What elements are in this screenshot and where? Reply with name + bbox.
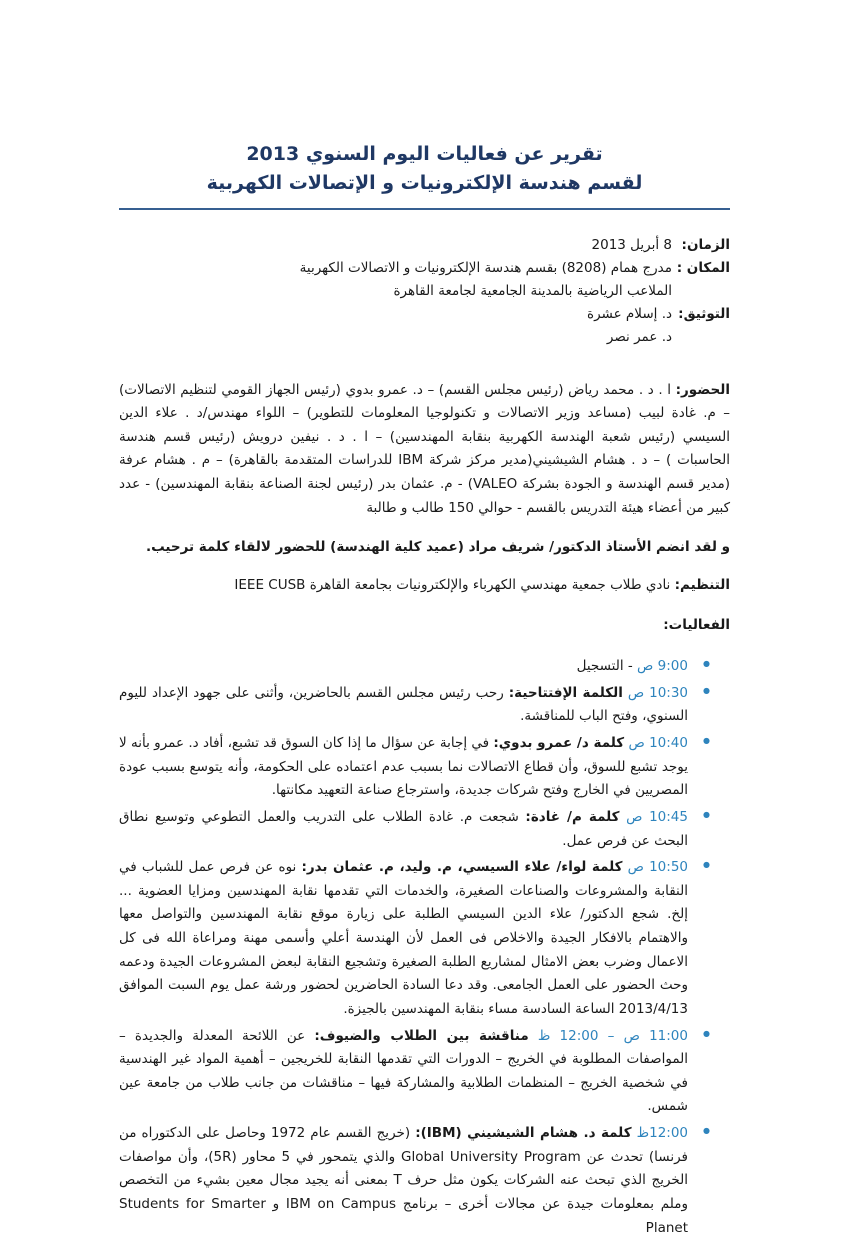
- activity-time: 10:40 ص: [628, 735, 688, 752]
- activity-title: كلمة لواء/ علاء السيسي، م. وليد، م. عثمان بدر:: [301, 859, 623, 876]
- title-line-1: تقرير عن فعاليات اليوم السنوي 2013: [246, 143, 603, 165]
- activity-item-amr-badawi-speech: [119, 732, 730, 803]
- activity-title: مناقشة بين الطلاب والضيوف:: [314, 1027, 529, 1044]
- welcome-note: و لقد انضم الأستاذ الدكتور/ شريف مراد (عميد كلية الهندسة) للحضور لالقاء كلمة ترحيب.: [145, 539, 730, 556]
- activity-title: كلمة م/ غادة:: [525, 808, 620, 825]
- activity-time: 10:45 ص: [626, 808, 688, 825]
- title-divider: [119, 208, 730, 210]
- meta-value-line: 8 أبريل 2013: [591, 236, 672, 253]
- organization-text: نادي طلاب جمعية مهندسي الكهرباء والإلكترونيات بجامعة القاهرة IEEE CUSB: [234, 577, 671, 594]
- activity-title: كلمة د/ عمرو بدوي:: [493, 735, 625, 752]
- meta-value-line: مدرج همام (8208) بقسم هندسة الإلكترونيات و الاتصالات الكهربية: [299, 259, 672, 276]
- meta-section: [119, 234, 730, 349]
- activity-text: عن اللائحة المعدلة والجديدة – المواصفات المطلوبة في الخريج – الدورات التي تقدمها النقابة للخريجين – أهمية المواد غير الهندسية في شخصية الخريج – المنظمات الطلابية والمشاركة فيها – مناقشات من جانب طلاب من جامعة عين شمس.: [119, 1027, 688, 1115]
- activity-text: رحب رئيس مجلس القسم بالحاضرين، وأثنى على جهود الإعداد لليوم السنوي، وفتح الباب للمناقشة.: [119, 684, 688, 725]
- activity-item-hisham-elshishiny-ibm-speech: [119, 1122, 730, 1240]
- meta-value-documentation: [119, 303, 672, 349]
- activity-time: 9:00 ص: [637, 658, 688, 675]
- activity-text: في إجابة عن سؤال ما إذا كان السوق قد تشبع، أفاد د. عمرو بأنه لا يوجد تشبع للسوق، وأن قطاع الاتصالات نما بسبب عدم اعتماده على الحكومة، وأنه يتوسع بسبب عودة المصريين في الخارج وفتح شركات جديدة، واسترجاع صناعة التعهيد مكانتها.: [119, 735, 688, 799]
- attendance-label: الحضور:: [675, 381, 730, 398]
- meta-value-line: الملاعب الرياضية بالمدينة الجامعية لجامعة القاهرة: [393, 282, 672, 299]
- meta-value-line: د. إسلام عشرة: [587, 305, 672, 322]
- activity-item-alaa-elsisi-speech: [119, 856, 730, 1021]
- meta-label-documentation: التوثيق:: [678, 305, 730, 322]
- activity-item-registration: [119, 655, 730, 679]
- attendance-text: ا . د . محمد رياض (رئيس مجلس القسم) – د. عمرو بدوي (رئيس الجهاز القومي لتنظيم الاتصالات) – م. غادة لبيب (مساعد وزير الاتصالات و تكنولوجيا المعلومات للتطوير) – اللواء مهندس/د . علاء الدين السيسي (رئيس شعبة الهندسة الكهربية بنقابة المهندسين) – ا . د . نيفين درويش (رئيس قسم هندسة الحاسبات ) – د . هشام الشيشيني(مدير مركز شركة IBM للدراسات المتقدمة بالقاهرة) – م . هشام عرفة (مدير قسم الهندسة و الجودة بشركة VALEO) - م. عثمان بدر (رئيس لجنة الصناعة بنقابة المهندسين) - عدد كبير من أعضاء هيئة التدريس بالقسم - حوالي 150 طالب و طالبة: [119, 381, 731, 516]
- meta-value-line: د. عمر نصر: [606, 328, 672, 345]
- attendance-paragraph: [119, 379, 730, 521]
- activity-title: الكلمة الإفتتاحية:: [508, 684, 623, 701]
- activities-list: [119, 655, 730, 1240]
- meta-label-place: المكان :: [676, 259, 730, 276]
- activity-text: نوه عن فرص عمل للشباب في النقابة والمشروعات والصناعات الصغيرة، والخدمات التي تقدمها نقابة المهندسين ومزايا العضوية ... إلخ. شجع الدكتور/ علاء الدين السيسي الطلبة على زيارة موقع نقابة المهندسين والتواصل معها والاهتمام بالافكار الجيدة والاخلاص فى العمل لأن الهندسة أعلي وأسمى مهنة ومراعاة الله فى كل الاعمال وضرب بعض الامثال لمشاريع الطلبة الصغيرة وتشجيع النقابة لبعض المشروعات الجيدة ودعمه وحث الحضور على العمل الجامعى. وقد دعا السادة الحاضرين لحضور ورشة عمل يوم السبت الموافق 2013/4/13 الساعة السادسة مساء بنقابة المهندسين بالجيزة.: [119, 859, 688, 1017]
- meta-row-time: [119, 234, 730, 257]
- meta-row-documentation: [119, 303, 730, 349]
- activity-time: 10:30 ص: [627, 684, 689, 701]
- activities-heading: الفعاليات:: [663, 617, 730, 634]
- title-line-2: لقسم هندسة الإلكترونيات و الإتصالات الكهربية: [206, 172, 643, 195]
- activity-time: 10:50 ص: [627, 859, 688, 876]
- activity-time: 12:00ظ: [636, 1125, 689, 1142]
- activity-text: - التسجيل: [576, 658, 633, 675]
- activity-text: شجعت م. غادة الطلاب على التدريب والعمل التطوعي وتوسيع نطاق البحث عن فرص عمل.: [119, 808, 688, 849]
- meta-value-time: [119, 234, 672, 257]
- activity-item-ghada-speech: [119, 806, 730, 853]
- meta-value-place: [119, 257, 672, 303]
- activity-title: كلمة د. هشام الشيشيني (IBM):: [415, 1125, 632, 1142]
- activity-item-opening-speech: [119, 682, 730, 729]
- meta-label-time: الزمان:: [681, 236, 730, 253]
- page-title: [119, 140, 730, 199]
- organization-paragraph: [119, 574, 730, 597]
- activity-time: 11:00 ص – 12:00 ظ: [537, 1027, 688, 1044]
- organization-label: التنظيم:: [674, 577, 730, 594]
- activity-text: (خريج القسم عام 1972 وحاصل على الدكتوراه من فرنسا) تحدث عن Global University Program والذي يتمحور في 5 محاور (5R)، وأن مواصفات الخريج الذي تبحث عنه الشركات يكون مثل حرف T بمعنى أنه يجيد مجال معين بشيء من التخصص وملم بمعلومات جيدة عن مجالات أخرى – برنامج IBM on Campus و Students for Smarter Planet: [119, 1125, 688, 1236]
- meta-row-place: [119, 257, 730, 303]
- activity-item-students-guests-discussion: [119, 1025, 730, 1120]
